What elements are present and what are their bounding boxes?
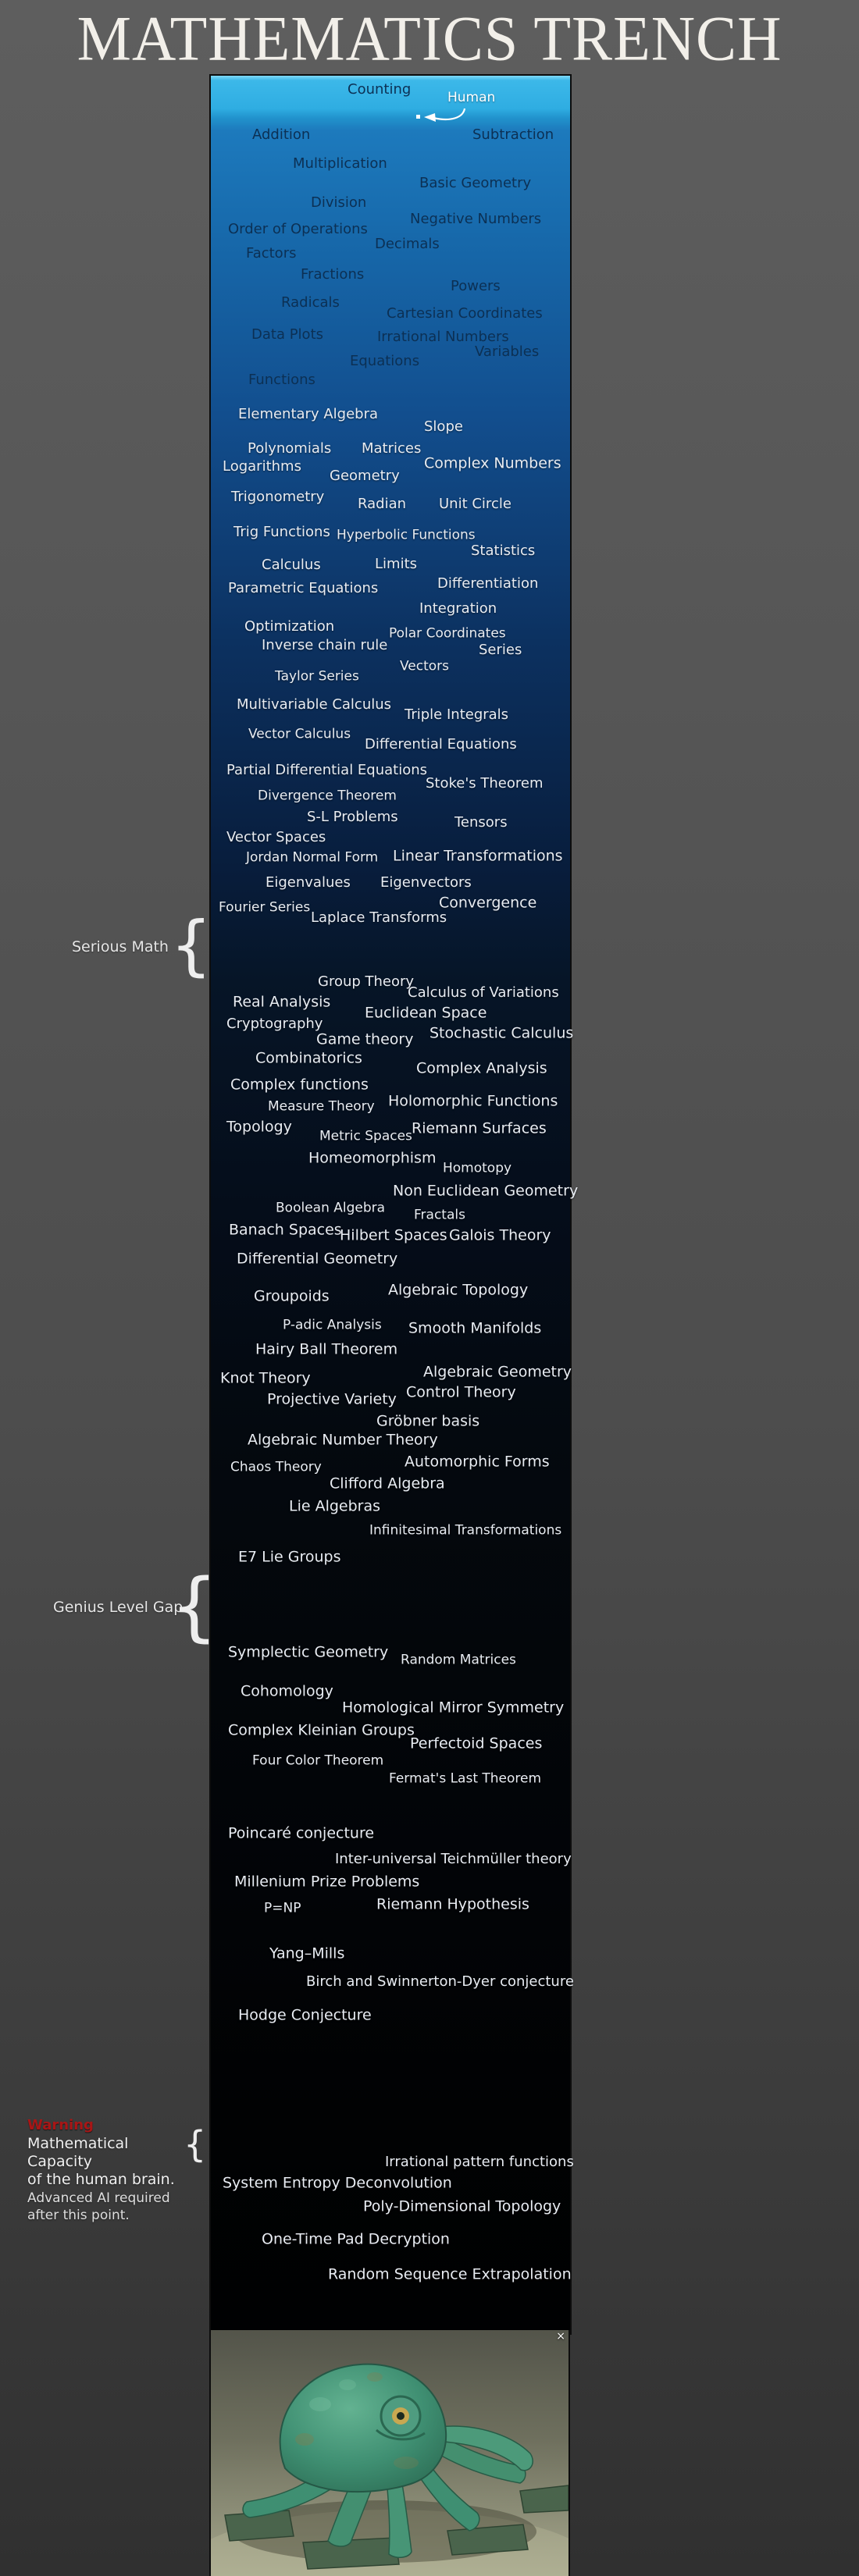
math-topic: Euclidean Space — [365, 1004, 487, 1022]
math-topic: Combinatorics — [255, 1049, 362, 1067]
math-topic: Fractions — [301, 266, 365, 283]
math-topic: Powers — [451, 278, 501, 294]
math-topic: Irrational Numbers — [377, 329, 509, 345]
math-topic: Riemann Surfaces — [412, 1119, 547, 1137]
page-title: MATHEMATICS TRENCH — [77, 2, 782, 74]
math-topic: Cartesian Coordinates — [387, 305, 543, 322]
math-topic: Calculus of Variations — [408, 984, 559, 1001]
genius-level-gap-label: Genius Level Gap — [53, 1599, 184, 1616]
math-topic: Differential Equations — [365, 736, 517, 753]
math-topic: Birch and Swinnerton-Dyer conjecture — [306, 1973, 574, 1990]
math-topic: Homological Mirror Symmetry — [342, 1699, 565, 1717]
math-topic: Decimals — [375, 236, 440, 252]
math-topic: Group Theory — [318, 973, 415, 990]
math-topic: Factors — [246, 245, 297, 262]
math-topic: Partial Differential Equations — [226, 762, 428, 778]
math-topic: Holomorphic Functions — [388, 1092, 558, 1110]
math-topic: Real Analysis — [233, 993, 331, 1011]
math-topic: Linear Transformations — [393, 847, 563, 865]
math-topic: Eigenvectors — [380, 874, 472, 891]
math-topic: Radicals — [281, 294, 340, 311]
math-topic: Divergence Theorem — [258, 788, 397, 804]
math-topic: Differential Geometry — [237, 1250, 398, 1268]
math-topic: Inter-universal Teichmüller theory — [335, 1851, 572, 1867]
math-topic: P-adic Analysis — [283, 1317, 382, 1333]
math-topic: Banach Spaces — [229, 1221, 342, 1239]
math-topic: Hodge Conjecture — [238, 2006, 372, 2024]
math-topic: Game theory — [316, 1030, 414, 1048]
math-topic: Cryptography — [226, 1016, 323, 1032]
math-topic: Fourier Series — [219, 899, 311, 916]
math-topic: Millenium Prize Problems — [234, 1873, 420, 1891]
math-topic: Integration — [419, 600, 497, 617]
close-icon[interactable]: × — [556, 2330, 565, 2343]
math-topic: Inverse chain rule — [262, 637, 388, 653]
math-topic: Random Matrices — [401, 1652, 516, 1668]
genius-level-gap-annotation — [53, 1563, 219, 1650]
math-topic: Four Color Theorem — [252, 1752, 384, 1769]
math-topic: Addition — [252, 126, 311, 143]
math-topic: Measure Theory — [268, 1098, 375, 1115]
math-topic: Algebraic Number Theory — [248, 1431, 438, 1449]
math-topic: System Entropy Deconvolution — [223, 2174, 452, 2192]
math-topic: Gröbner basis — [376, 1412, 480, 1430]
math-topic: Topology — [226, 1118, 292, 1136]
math-topic: Limits — [375, 556, 417, 572]
math-topic: Elementary Algebra — [238, 406, 378, 422]
math-topic: Algebraic Geometry — [423, 1363, 572, 1381]
math-topic: Complex Numbers — [424, 454, 561, 472]
math-topic: Automorphic Forms — [405, 1453, 550, 1471]
math-topic: Irrational pattern functions — [385, 2154, 574, 2170]
math-topic: Cohomology — [241, 1682, 333, 1700]
math-topic: Hairy Ball Theorem — [255, 1340, 398, 1358]
math-topic: Polar Coordinates — [389, 625, 506, 642]
math-topic: Stoke's Theorem — [426, 775, 544, 792]
math-topic: Basic Geometry — [419, 175, 532, 191]
math-topic: Equations — [350, 353, 420, 369]
math-topic: Vector Calculus — [248, 726, 351, 742]
math-topic: Logarithms — [223, 458, 301, 475]
math-topic: Homeomorphism — [308, 1149, 437, 1167]
math-topic: Optimization — [244, 618, 335, 635]
warning-line: Advanced AI required — [27, 2190, 170, 2206]
warning-line: Mathematical Capacity — [27, 2135, 129, 2171]
math-topic: Convergence — [439, 894, 537, 912]
math-topic: Geometry — [330, 468, 400, 484]
math-topic: Algebraic Topology — [388, 1281, 529, 1299]
math-topic: Parametric Equations — [228, 580, 379, 596]
math-topic: Hyperbolic Functions — [337, 527, 476, 543]
math-topic: Unit Circle — [439, 496, 511, 512]
math-topic: Vectors — [400, 658, 450, 674]
math-topic: Multivariable Calculus — [237, 696, 392, 713]
math-topic: One-Time Pad Decryption — [262, 2230, 450, 2248]
math-topic: Metric Spaces — [319, 1128, 412, 1144]
math-topic: Calculus — [262, 557, 321, 573]
genius-level-gap-brace: { — [170, 1563, 219, 1650]
math-topic: Complex functions — [230, 1076, 369, 1094]
math-topic: Vector Spaces — [226, 829, 326, 845]
math-topic: Division — [311, 194, 367, 211]
math-topic: Knot Theory — [220, 1369, 311, 1387]
math-topic: Data Plots — [251, 326, 324, 343]
math-topic: Symplectic Geometry — [228, 1643, 389, 1661]
math-topic: Lie Algebras — [289, 1497, 381, 1515]
math-topic: Tensors — [454, 814, 508, 831]
math-topic: Non Euclidean Geometry — [393, 1182, 579, 1200]
math-topic: Smooth Manifolds — [408, 1319, 542, 1337]
math-topic: Boolean Algebra — [276, 1200, 386, 1216]
math-topic: Counting — [348, 81, 412, 98]
serious-math-brace: { — [170, 907, 212, 984]
octopus-sculpture-graphic — [211, 2330, 569, 2576]
math-topic: Hilbert Spaces — [340, 1226, 447, 1244]
trench-illustration — [209, 74, 579, 2335]
math-topic: Homotopy — [443, 1160, 512, 1176]
warning-annotation — [27, 2117, 207, 2224]
warning-line: of the human brain. — [27, 2171, 175, 2189]
math-topic: Projective Variety — [267, 1390, 397, 1408]
math-topic: Perfectoid Spaces — [410, 1735, 543, 1752]
math-topic: Complex Analysis — [416, 1059, 547, 1077]
math-topic: Poly-Dimensional Topology — [363, 2197, 561, 2215]
math-topic: Negative Numbers — [410, 211, 542, 227]
math-topic: Slope — [424, 418, 463, 435]
math-topic: Random Sequence Extrapolation — [328, 2265, 572, 2283]
math-topic: Complex Kleinian Groups — [228, 1721, 415, 1739]
math-topic: Poincaré conjecture — [228, 1824, 375, 1842]
math-topic: Galois Theory — [449, 1226, 551, 1244]
math-topic: Radian — [358, 496, 407, 512]
math-topic: Fermat's Last Theorem — [389, 1770, 542, 1787]
human-label: Human — [447, 90, 496, 105]
human-arrow-icon — [416, 107, 468, 126]
math-topic: Groupoids — [254, 1287, 330, 1305]
math-topic: Control Theory — [406, 1383, 516, 1401]
serious-math-annotation — [72, 907, 212, 984]
warning-brace: { — [184, 2123, 207, 2165]
math-topic: E7 Lie Groups — [238, 1548, 341, 1566]
math-topic: Stochastic Calculus — [430, 1024, 574, 1042]
math-topic: Triple Integrals — [405, 706, 509, 723]
math-topic: Yang–Mills — [269, 1944, 345, 1962]
math-topic: Variables — [475, 343, 540, 360]
math-topic: Series — [479, 642, 522, 658]
math-topic: Polynomials — [248, 440, 332, 457]
math-topic: Statistics — [471, 543, 536, 559]
math-topic: Functions — [248, 372, 315, 388]
serious-math-label: Serious Math — [72, 938, 169, 955]
math-topic: Eigenvalues — [266, 874, 351, 891]
math-topic: Taylor Series — [275, 668, 359, 685]
math-topic: Subtraction — [472, 126, 554, 143]
math-topic: S-L Problems — [307, 809, 398, 825]
warning-heading: Warning — [27, 2117, 94, 2133]
math-topic: Riemann Hypothesis — [376, 1895, 529, 1913]
math-topic: Multiplication — [293, 155, 387, 172]
math-topic: Chaos Theory — [230, 1459, 322, 1475]
math-topic: Trig Functions — [233, 524, 330, 540]
math-topic: Infinitesimal Transformations — [369, 1522, 562, 1539]
octopus-sculpture-photo — [209, 2330, 570, 2576]
math-topic: P=NP — [264, 1900, 301, 1916]
math-topic: Order of Operations — [228, 221, 368, 237]
math-topic: Jordan Normal Form — [246, 849, 379, 866]
warning-line: after this point. — [27, 2207, 130, 2223]
math-topic: Matrices — [362, 440, 422, 457]
math-topic: Clifford Algebra — [330, 1475, 445, 1493]
math-topic: Fractals — [414, 1207, 465, 1223]
math-topic: Differentiation — [437, 575, 539, 592]
math-topic: Trigonometry — [231, 489, 325, 505]
math-topic: Laplace Transforms — [311, 909, 447, 926]
